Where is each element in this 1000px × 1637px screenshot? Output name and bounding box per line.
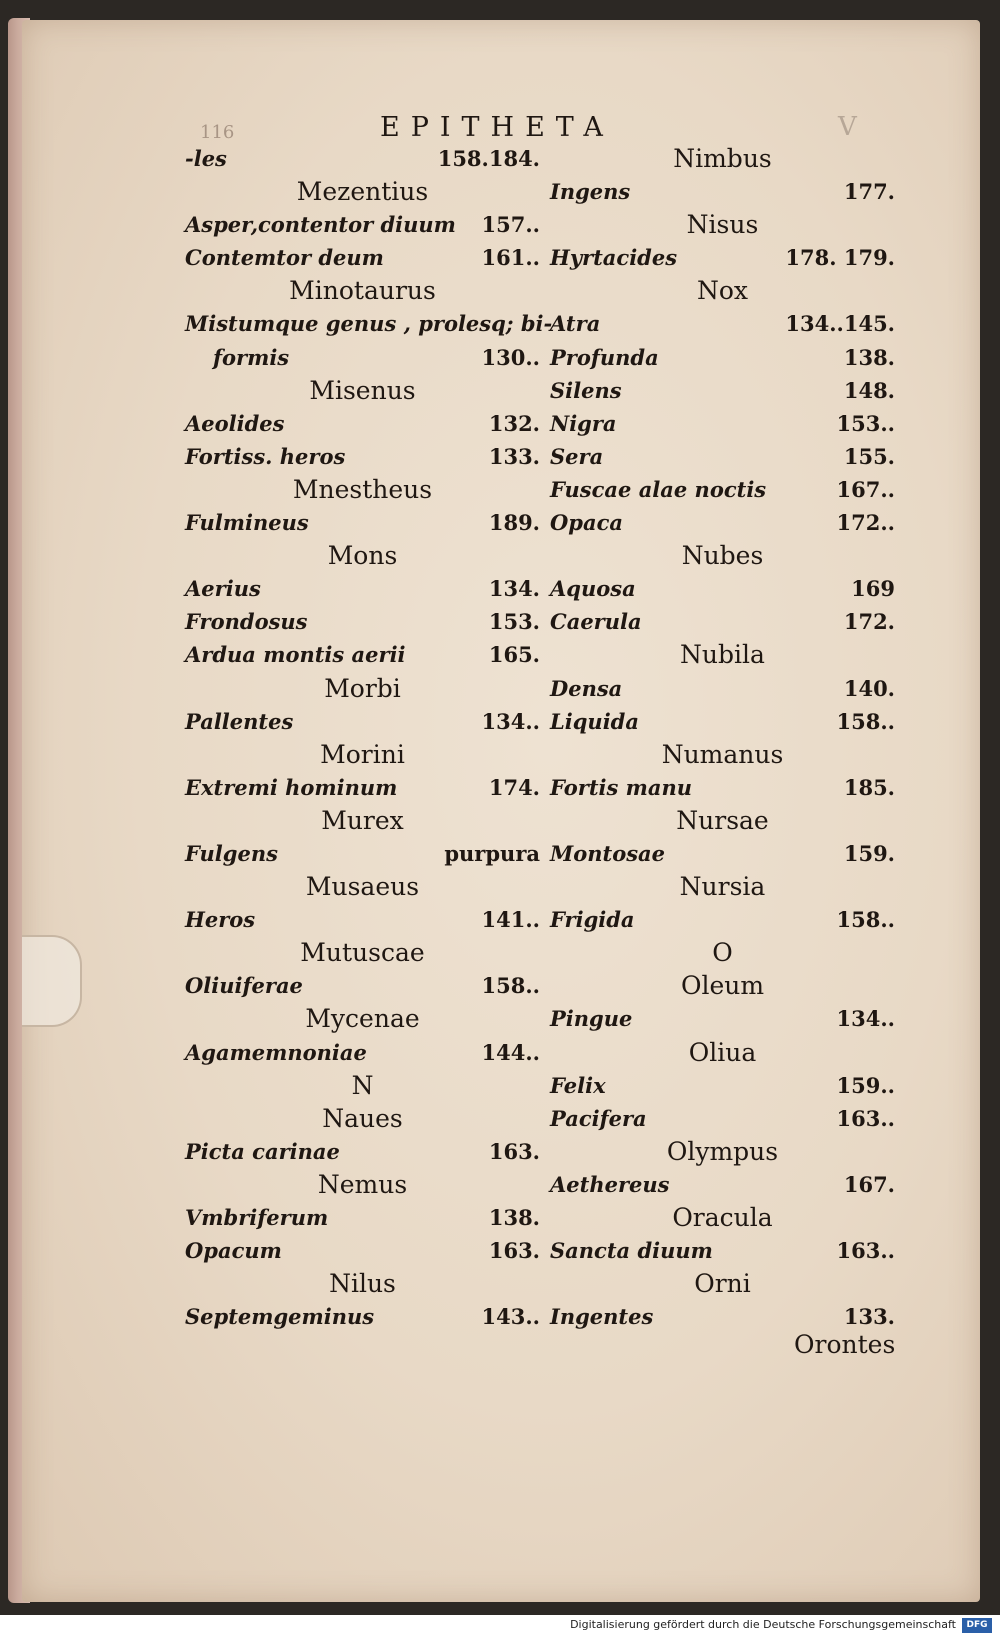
bleed-through-letter: V [838, 112, 857, 142]
entry-page-ref: 134..145. [785, 311, 895, 337]
entry-page-ref: 165. [488, 642, 540, 668]
entry-term: Agamemnoniae [185, 1039, 367, 1065]
entry-term: Fuscae alae noctis [550, 476, 767, 502]
index-entry [185, 440, 540, 473]
entry-page-ref: 132. [488, 410, 540, 436]
index-entry [550, 1102, 895, 1135]
index-entry [550, 672, 895, 705]
index-entry [185, 341, 540, 374]
entry-term: Opacum [185, 1238, 282, 1264]
entry-term: Aethereus [550, 1171, 670, 1197]
entry-term: Montosae [550, 840, 666, 866]
index-heading: Nursia [679, 872, 766, 902]
index-heading: Murex [321, 805, 404, 835]
entry-term: Pacifera [550, 1105, 647, 1131]
entry-page-ref: 161.. [481, 245, 540, 271]
entry-term: Felix [550, 1072, 606, 1098]
entry-term: Sera [550, 443, 604, 469]
entry-page-ref: 178. 179. [785, 245, 895, 271]
entry-page-ref: 133. [843, 1304, 895, 1330]
running-title: EPITHETA [380, 112, 614, 143]
entry-page-ref: 163.. [836, 1238, 895, 1264]
entry-page-ref: 163. [488, 1138, 540, 1164]
index-entry [185, 837, 540, 870]
index-entry [185, 572, 540, 605]
entry-page-ref: 158.. [481, 973, 540, 999]
index-entry [185, 705, 540, 738]
entry-term: Fulmineus [185, 510, 309, 536]
index-heading: Nubila [680, 640, 765, 670]
index-entry [550, 407, 895, 440]
entry-term: Pingue [550, 1006, 633, 1032]
index-entry [550, 473, 895, 506]
index-heading: Mycenae [305, 1004, 420, 1034]
index-heading: Nursae [676, 805, 769, 835]
entry-page-ref: 143.. [481, 1304, 540, 1330]
entry-page-ref: purpura [444, 840, 540, 866]
index-entry [550, 605, 895, 638]
entry-page-ref: 177. [843, 179, 895, 205]
entry-page-ref: 185. [843, 774, 895, 800]
index-heading: Orni [694, 1269, 751, 1299]
index-entry [550, 771, 895, 804]
entry-term: Sancta diuum [550, 1238, 713, 1264]
index-heading: Olympus [666, 1136, 779, 1166]
entry-term: Silens [550, 377, 622, 403]
entry-term: Heros [185, 907, 256, 933]
index-entry [185, 1036, 540, 1069]
entry-page-ref: 134.. [836, 1006, 895, 1032]
index-entry [185, 771, 540, 804]
index-heading: Misenus [309, 375, 416, 405]
index-heading: Nimbus [673, 144, 772, 173]
index-entry [550, 374, 895, 407]
index-entry [185, 1201, 540, 1234]
entry-term: Ardua montis aerii [185, 642, 406, 668]
entry-term: Liquida [550, 708, 639, 734]
entry-term: Fulgens [185, 840, 278, 866]
index-heading: Nox [696, 276, 749, 306]
index-entry [550, 903, 895, 936]
entry-page-ref: 167.. [836, 476, 895, 502]
index-entry [185, 903, 540, 936]
page-number: 116 [200, 122, 235, 143]
footer-bar [0, 1615, 1000, 1637]
entry-term: Mistumque genus , prolesq; bi- [185, 311, 553, 337]
entry-page-ref: 138. [843, 344, 895, 370]
entry-page-ref: 159. [843, 840, 895, 866]
entry-term: Atra [550, 311, 601, 337]
index-heading: Nisus [686, 210, 759, 240]
entry-term: Oliuiferae [185, 973, 303, 999]
index-entry [185, 638, 540, 671]
index-entry [550, 175, 895, 208]
index-heading: Mutuscae [300, 938, 425, 968]
dfg-logo[interactable]: DFG [962, 1618, 992, 1633]
index-heading: Musaeus [305, 872, 420, 902]
entry-page-ref: 134.. [481, 708, 540, 734]
entry-page-ref: 189. [488, 510, 540, 536]
entry-page-ref: 134. [488, 576, 540, 602]
index-heading: Nilus [329, 1269, 396, 1299]
entry-term: Aerius [185, 576, 261, 602]
index-heading: Mnestheus [292, 474, 433, 504]
index-heading: Nemus [317, 1169, 408, 1199]
index-entry [185, 142, 540, 175]
entry-term: -les [185, 146, 227, 171]
entry-term: Opaca [550, 510, 623, 536]
index-entry [185, 1300, 540, 1333]
entry-term: Ingentes [550, 1304, 654, 1330]
entry-term: Septemgeminus [185, 1304, 375, 1330]
entry-term: Profunda [550, 344, 659, 370]
entry-page-ref: 157.. [481, 212, 540, 238]
index-heading: Oleum [680, 971, 765, 1001]
index-heading: O [712, 938, 733, 968]
index-entry [550, 341, 895, 374]
entry-term: Pallentes [185, 708, 294, 734]
index-entry [185, 969, 540, 1002]
entry-page-ref: 155. [843, 443, 895, 469]
index-entry [185, 605, 540, 638]
entry-page-ref: 141.. [481, 907, 540, 933]
entry-page-ref: 153.. [836, 410, 895, 436]
index-entry [550, 1168, 895, 1201]
index-entry [550, 440, 895, 473]
entry-term: Fortiss. heros [185, 443, 346, 469]
entry-page-ref: 153. [488, 609, 540, 635]
index-entry [185, 1135, 540, 1168]
entry-page-ref: 158.. [836, 907, 895, 933]
page-tab-marker [22, 935, 82, 1027]
entry-page-ref: 133. [488, 443, 540, 469]
entry-page-ref: 174. [488, 774, 540, 800]
entry-page-ref: 172. [843, 609, 895, 635]
entry-page-ref: 148. [843, 377, 895, 403]
entry-term: Extremi hominum [185, 774, 398, 800]
entry-term: Hyrtacides [550, 245, 678, 271]
catchword: Orontes [794, 1330, 896, 1359]
entry-term: Asper,contentor diuum [185, 212, 456, 238]
entry-term: Aeolides [185, 410, 285, 436]
index-entry [185, 1234, 540, 1267]
index-heading: Nubes [681, 541, 764, 571]
index-heading: Morini [320, 739, 405, 769]
entry-page-ref: 159.. [836, 1072, 895, 1098]
entry-term: Aquosa [550, 576, 636, 602]
entry-term: Contemtor deum [185, 245, 384, 271]
index-entry [550, 705, 895, 738]
entry-term: Vmbriferum [185, 1205, 329, 1230]
entry-page-ref: 169 [851, 576, 895, 602]
entry-term: Densa [550, 675, 623, 701]
index-entry [550, 837, 895, 870]
index-entry [185, 241, 540, 274]
index-entry [550, 1234, 895, 1267]
index-entry [550, 572, 895, 605]
index-heading: Morbi [324, 673, 401, 703]
index-entry [550, 506, 895, 539]
index-entry [185, 506, 540, 539]
index-entry [550, 1002, 895, 1035]
index-entry [185, 307, 553, 340]
entry-page-ref: 163.. [836, 1105, 895, 1131]
index-heading: Numanus [661, 739, 784, 769]
index-entry [185, 407, 540, 440]
index-entry [550, 241, 895, 274]
entry-term: Ingens [550, 179, 631, 205]
entry-term: Frondosus [185, 609, 308, 635]
index-heading: Mezentius [296, 177, 429, 207]
index-heading: Minotaurus [289, 276, 436, 306]
entry-page-ref: 172.. [836, 510, 895, 536]
index-entry [550, 307, 895, 340]
entry-page-ref: 158.. [836, 708, 895, 734]
entry-page-ref: 138. [488, 1205, 540, 1230]
index-heading: Mons [327, 541, 398, 571]
entry-page-ref: 167. [843, 1171, 895, 1197]
entry-term: Picta carinae [185, 1138, 340, 1164]
index-heading: N [351, 1070, 374, 1100]
index-heading: Naues [322, 1103, 403, 1133]
index-heading: Oracula [672, 1203, 773, 1232]
funding-credit: Digitalisierung gefördert durch die Deutsche Forschungsgemeinschaft [570, 1618, 956, 1631]
index-entry [550, 1300, 895, 1333]
entry-page-ref: 163. [488, 1238, 540, 1264]
index-entry [550, 1069, 895, 1102]
entry-page-ref: 144.. [481, 1039, 540, 1065]
index-heading: Oliua [688, 1037, 757, 1067]
entry-term: Nigra [550, 410, 617, 436]
entry-page-ref: 158.184. [437, 146, 540, 171]
entry-page-ref: 140. [843, 675, 895, 701]
entry-page-ref: 130.. [481, 344, 540, 370]
entry-term: formis [213, 344, 290, 370]
entry-term: Caerula [550, 609, 642, 635]
index-entry [185, 208, 540, 241]
left-column [185, 142, 553, 1333]
entry-term: Frigida [550, 907, 635, 933]
right-column [550, 142, 895, 1333]
entry-term: Fortis manu [550, 774, 693, 800]
